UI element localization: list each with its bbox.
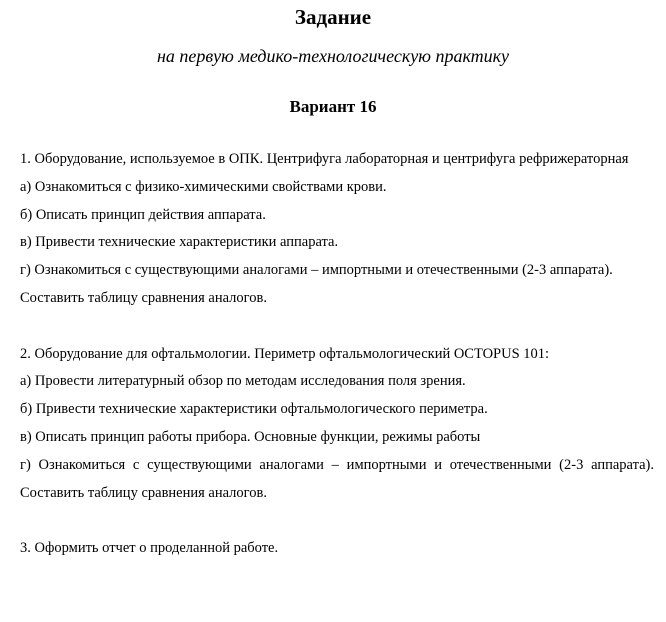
section1-item-a: а) Ознакомиться с физико-химическими свойствами крови.: [20, 178, 387, 195]
section2-item-d: г) Ознакомиться с существующими аналогами – импортными и отечественными (2-3 аппарата). Составить таблицу сравнения аналогов.: [20, 456, 654, 501]
section2-item-c: в) Описать принцип работы прибора. Основные функции, режимы работы: [20, 428, 481, 445]
section2-heading: 2. Оборудование для офтальмологии. Периметр офтальмологический OCTOPUS 101:: [20, 345, 550, 362]
document-body: [20, 146, 654, 563]
section1-item-e: Составить таблицу сравнения аналогов.: [20, 289, 267, 306]
variant-heading: Вариант 16: [289, 97, 377, 116]
document-title: Задание: [294, 5, 372, 29]
section2-item-a: а) Провести литературный обзор по методам исследования поля зрения.: [20, 373, 466, 390]
section3-heading: 3. Оформить отчет о проделанной работе.: [20, 540, 279, 557]
section1-item-c: в) Привести технические характеристики аппарата.: [20, 234, 339, 251]
section1-item-d: г) Ознакомиться с существующими аналогами – импортными и отечественными (2-3 аппарата).: [20, 262, 613, 279]
spacer: [20, 313, 654, 341]
section1-heading: 1. Оборудование, используемое в ОПК. Центрифуга лабораторная и центрифуга рефрижераторная: [20, 151, 629, 167]
section2-item-b: б) Привести технические характеристики офтальмологического периметра.: [20, 401, 488, 418]
document-subtitle: на первую медико-технологическую практику: [156, 46, 510, 66]
section1-item-b: б) Описать принцип действия аппарата.: [20, 206, 266, 223]
spacer: [20, 507, 654, 535]
